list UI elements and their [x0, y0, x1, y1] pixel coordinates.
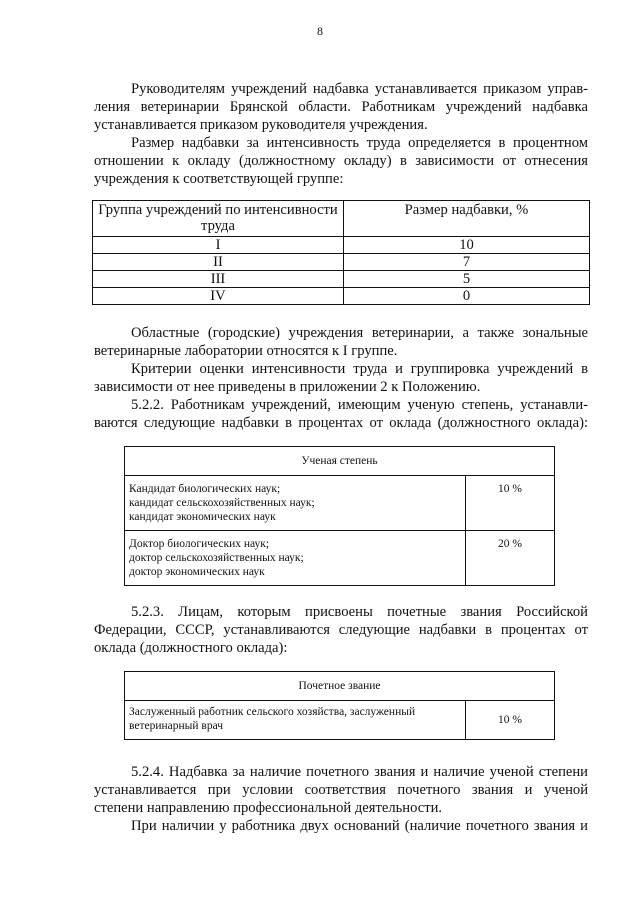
text-line: 5.2.4. Надбавка за наличие почетного звания и наличие ученой степени	[131, 764, 588, 780]
text-line: Размер надбавки за интенсивность труда определяется в процентном	[131, 135, 588, 151]
text-line: Критерии оценки интенсивности труда и группировка учреждений в	[131, 361, 588, 377]
text-line: отношении к окладу (должностному окладу) в зависимости от отнесения	[94, 153, 588, 169]
academic-degree-table	[124, 446, 555, 586]
table-row	[93, 271, 590, 288]
degree-cell	[125, 476, 466, 531]
honorary-title-table	[124, 671, 555, 740]
degree-line: Кандидат биологических наук;	[129, 483, 281, 495]
title-line: ветеринарный врач	[129, 720, 224, 732]
paragraph-allowance-size	[94, 134, 588, 188]
allowance-cell: 7	[344, 254, 590, 271]
text-line: устанавливается при условии соответствия почетного звания и ученой	[94, 782, 588, 798]
text-line: устанавливается приказом руководителя учреждения.	[94, 117, 428, 133]
text-line: зависимости от нее приведены в приложении 2 к Положению.	[94, 379, 481, 395]
intensity-groups-table	[92, 200, 590, 305]
text-line: Руководителям учреждений надбавка устанавливается приказом управ-	[131, 81, 588, 97]
text-line: оклада (должностного оклада):	[94, 640, 288, 656]
table-header-degree: Ученая степень	[125, 447, 555, 476]
text-line: ления ветеринарии Брянской области. Работникам учреждений надбавка	[94, 99, 588, 115]
text-line: При наличии у работника двух оснований (наличие почетного звания и	[131, 818, 588, 834]
allowance-cell: 10	[344, 237, 590, 254]
allowance-cell: 0	[344, 288, 590, 305]
group-cell: I	[93, 237, 344, 254]
paragraph-5-2-4	[94, 763, 588, 817]
table-header-allowance: Размер надбавки, %	[344, 201, 590, 237]
paragraph-two-grounds	[94, 817, 588, 835]
degree-line: кандидат экономических наук	[129, 511, 276, 523]
table-row	[93, 288, 590, 305]
text-line: 5.2.3. Лицам, которым присвоены почетные звания Российской	[131, 604, 588, 620]
paragraph-regional-institutions	[94, 324, 588, 360]
allowance-cell: 5	[344, 271, 590, 288]
paragraph-heads-allowance	[94, 80, 588, 134]
paragraph-5-2-3	[94, 603, 588, 657]
degree-line: доктор экономических наук	[129, 566, 265, 578]
degree-line: кандидат сельскохозяйственных наук;	[129, 497, 315, 509]
percent-cell: 10 %	[466, 701, 555, 740]
paragraph-5-2-2	[94, 396, 588, 432]
table-row	[125, 476, 555, 531]
text-line: 5.2.2. Работникам учреждений, имеющим ученую степень, устанавли-	[131, 397, 588, 413]
text-line: Федерации, СССР, устанавливаются следующие надбавки в процентах от	[94, 622, 588, 638]
degree-line: Доктор биологических наук;	[129, 538, 270, 550]
title-cell	[125, 701, 466, 740]
table-row	[93, 254, 590, 271]
table-header-group: Группа учреждений по интенсивности труда	[93, 201, 344, 237]
degree-cell	[125, 531, 466, 586]
page-number: 8	[317, 24, 323, 38]
degree-line: доктор сельскохозяйственных наук;	[129, 552, 304, 564]
text-line: степени направлению профессиональной деятельности.	[94, 800, 443, 816]
text-line: Областные (городские) учреждения ветеринарии, а также зональные	[131, 325, 588, 341]
text-line: учреждения к соответствующей группе:	[94, 171, 344, 187]
table-header-title: Почетное звание	[125, 672, 555, 701]
table-row	[93, 237, 590, 254]
title-line: Заслуженный работник сельского хозяйства, заслуженный	[129, 706, 416, 718]
percent-cell: 10 %	[466, 476, 555, 531]
group-cell: III	[93, 271, 344, 288]
text-line: ваются следующие надбавки в процентах от оклада (должностного оклада):	[94, 415, 588, 431]
group-cell: IV	[93, 288, 344, 305]
percent-cell: 20 %	[466, 531, 555, 586]
group-cell: II	[93, 254, 344, 271]
paragraph-criteria	[94, 360, 588, 396]
table-row	[125, 701, 555, 740]
table-row	[125, 531, 555, 586]
text-line: ветеринарные лаборатории относятся к I группе.	[94, 343, 398, 359]
